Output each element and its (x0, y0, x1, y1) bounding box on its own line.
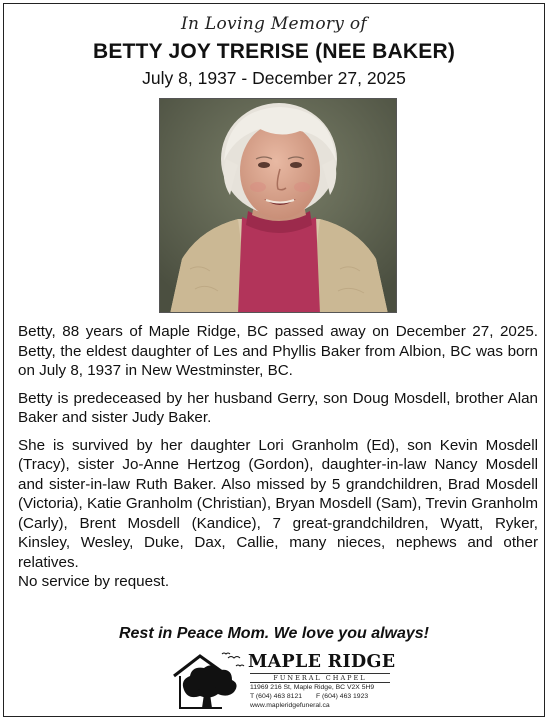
paragraph-announcement: Betty, 88 years of Maple Ridge, BC passed away on December 27, 2025. Betty, the eldest daughter of Les and Phyllis Baker from Albion, BC was born on July 8, 1937 in New Westminster, BC. (18, 323, 538, 379)
closing-message: Rest in Peace Mom. We love you always! (118, 625, 430, 642)
obituary-frame (3, 3, 545, 717)
funeral-home-subtitle: FUNERAL CHAPEL (250, 673, 390, 683)
funeral-home-address: 11969 216 St, Maple Ridge, BC V2X 5H9 (250, 684, 375, 691)
funeral-home-name: MAPLE RIDGE (248, 652, 396, 672)
portrait-photo (159, 98, 397, 313)
life-dates: July 8, 1937 - December 27, 2025 (142, 68, 406, 88)
tree-house-icon (170, 650, 248, 712)
funeral-home-phone: T (604) 463 8121 (250, 693, 303, 700)
funeral-home-contact (250, 693, 369, 700)
in-memory-heading: In Loving Memory of (180, 14, 368, 34)
obituary-text (18, 322, 538, 600)
funeral-home-website[interactable]: www.mapleridgefuneral.ca (250, 702, 330, 709)
paragraph-survived: She is survived by her daughter Lori Granholm (Ed), son Kevin Mosdell (Tracy), sister Jo-Anne Hertzog (Gordon), daughter-in-law Nancy Mosdell and sister-in-law Ruth Baker. Also missed by 5 grandchildren, Brad Mosdell (Victoria), Katie Granholm (Christian), Bryan Mosdell (Sam), Trevin Granholm (Carly), Brent Mosdell (Kandice), 7 great-grandchildren, Wyatt, Ryker, Kinsley, Wesley, Duke, Dax, Callie, many nieces, nephews and other relatives. (18, 436, 538, 571)
portrait-illustration (160, 99, 397, 313)
paragraph-predeceased: Betty is predeceased by her husband Gerry, son Doug Mosdell, brother Alan Baker and sister Judy Baker. (18, 389, 538, 426)
deceased-name: BETTY JOY TRERISE (NEE BAKER) (92, 40, 456, 63)
paragraph-service: No service by request. (18, 573, 170, 590)
funeral-home-logo (170, 650, 394, 716)
funeral-home-fax: F (604) 463 1923 (316, 693, 369, 700)
